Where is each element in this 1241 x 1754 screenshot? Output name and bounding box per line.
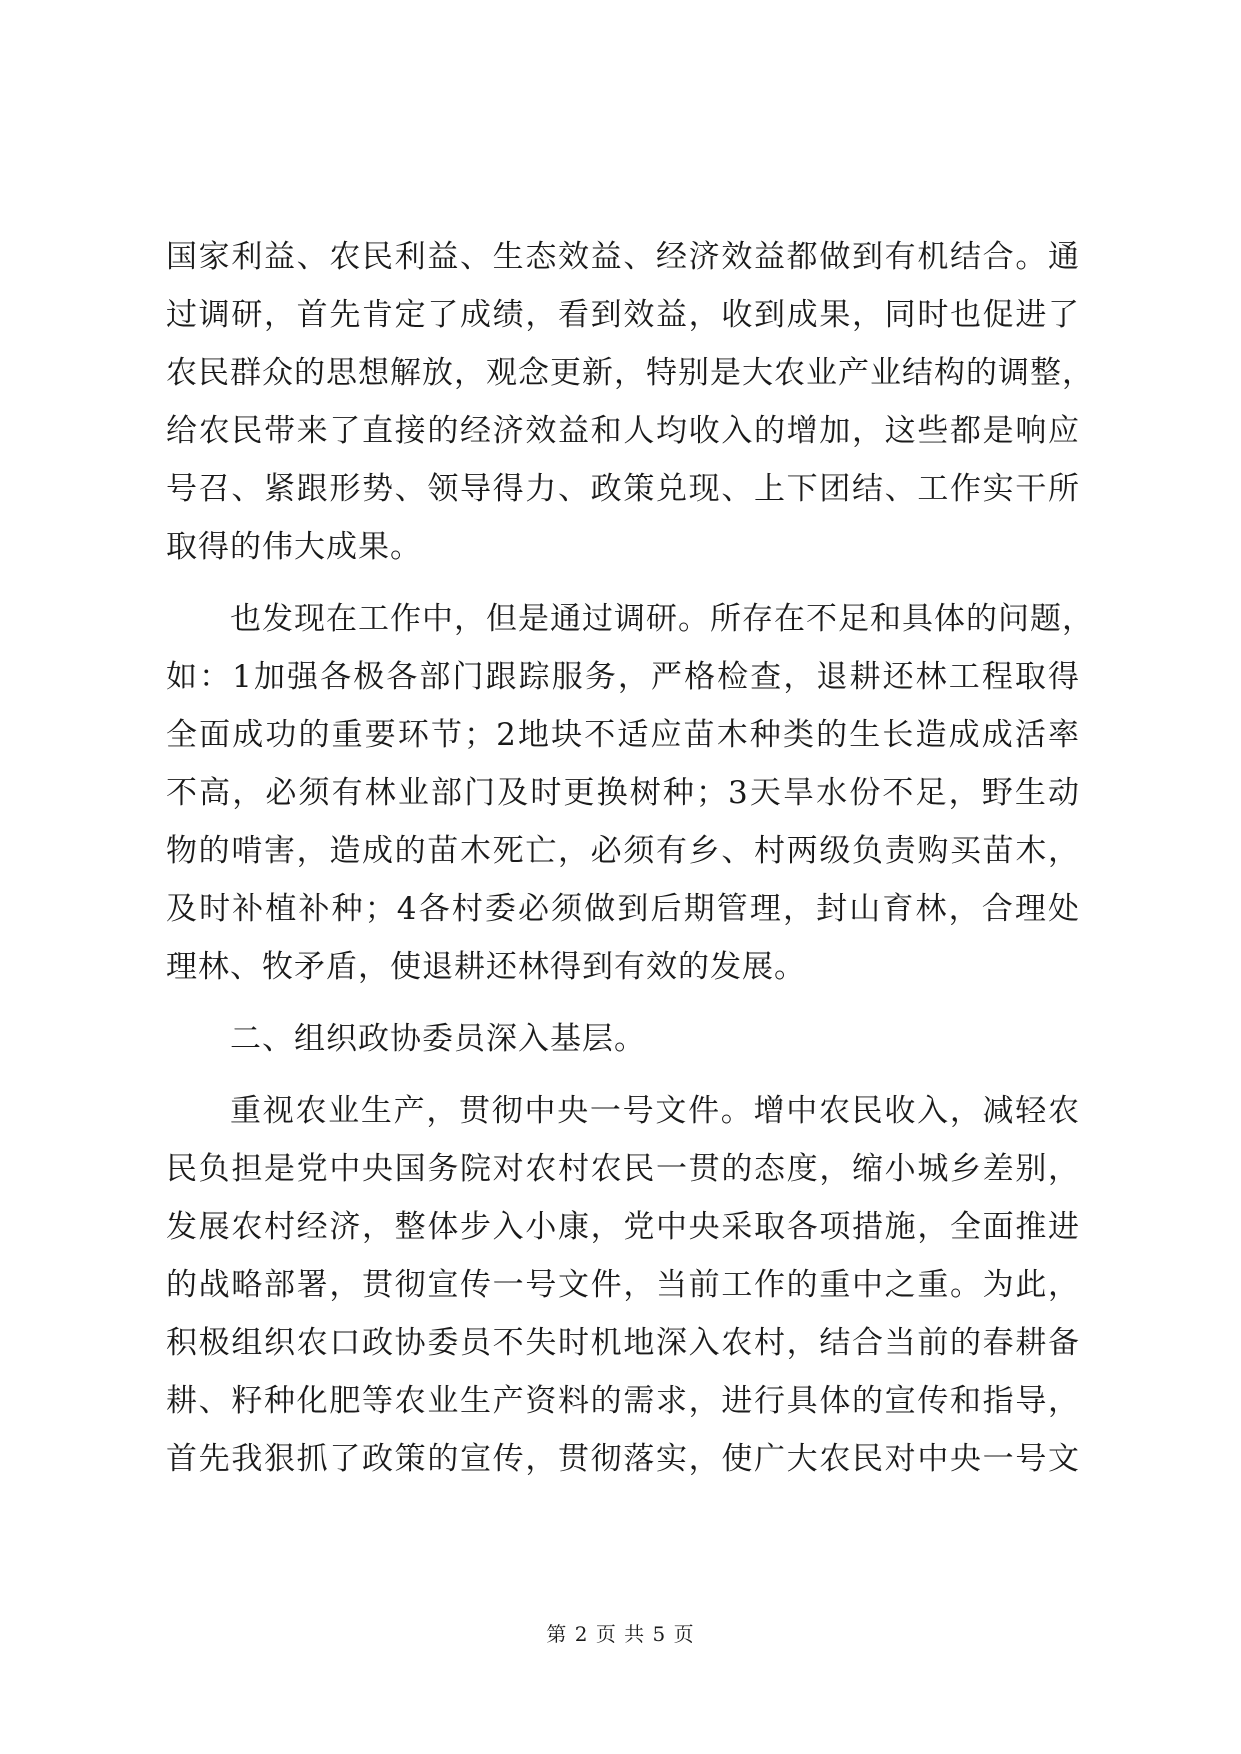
paragraph-line: 国家利益、农民利益、生态效益、经济效益都做到有机结合。通 [166,239,1080,275]
paragraph-line: 耕、籽种化肥等农业生产资料的需求，进行具体的宣传和指导， [166,1383,1080,1419]
paragraph-line: 给农民带来了直接的经济效益和人均收入的增加，这些都是响应 [166,413,1080,449]
document-body [166,228,1094,1488]
paragraph-line: 过调研，首先肯定了成绩，看到效益，收到成果，同时也促进了 [166,297,1080,333]
paragraph-line: 取得的伟大成果。 [166,529,422,565]
paragraph-line: 民负担是党中央国务院对农村农民一贯的态度，缩小城乡差别， [166,1151,1080,1187]
paragraph-line: 积极组织农口政协委员不失时机地深入农村，结合当前的春耕备 [166,1325,1080,1361]
paragraph-gap [166,576,1080,590]
page-number-label: 第 2 页 共 5 页 [546,1622,695,1646]
paragraph-line: 如：1加强各极各部门跟踪服务，严格检查，退耕还林工程取得 [166,659,1080,695]
paragraph-line: 农民群众的思想解放，观念更新，特别是大农业产业结构的调整， [166,355,1094,391]
paragraph-gap [166,1068,1080,1082]
paragraph-line: 号召、紧跟形势、领导得力、政策兑现、上下团结、工作实干所 [166,471,1080,507]
paragraph-4 [166,1082,1080,1488]
paragraph-line: 的战略部署，贯彻宣传一号文件，当前工作的重中之重。为此， [166,1267,1080,1303]
paragraph-line: 首先我狠抓了政策的宣传，贯彻落实，使广大农民对中央一号文 [166,1441,1080,1477]
paragraph-line: 及时补植补种；4各村委必须做到后期管理，封山育林，合理处 [166,891,1080,927]
paragraph-gap [166,996,1080,1010]
section-heading [166,1010,1080,1068]
paragraph-line: 重视农业生产，贯彻中央一号文件。增中农民收入，减轻农 [230,1093,1080,1129]
paragraph-2 [166,590,1094,996]
paragraph-line: 不高，必须有林业部门及时更换树种；3天旱水份不足，野生动 [166,775,1080,811]
paragraph-line: 也发现在工作中，但是通过调研。所存在不足和具体的问题， [230,601,1094,637]
paragraph-line: 发展农村经济，整体步入小康，党中央采取各项措施，全面推进 [166,1209,1080,1245]
paragraph-line: 理林、牧矛盾，使退耕还林得到有效的发展。 [166,949,806,985]
paragraph-line: 全面成功的重要环节；2地块不适应苗木种类的生长造成成活率 [166,717,1080,753]
paragraph-1 [166,228,1094,576]
page-footer [0,1618,1241,1647]
paragraph-line: 物的啃害，造成的苗木死亡，必须有乡、村两级负责购买苗木， [166,833,1080,869]
section-heading-text: 二、组织政协委员深入基层。 [230,1021,646,1057]
